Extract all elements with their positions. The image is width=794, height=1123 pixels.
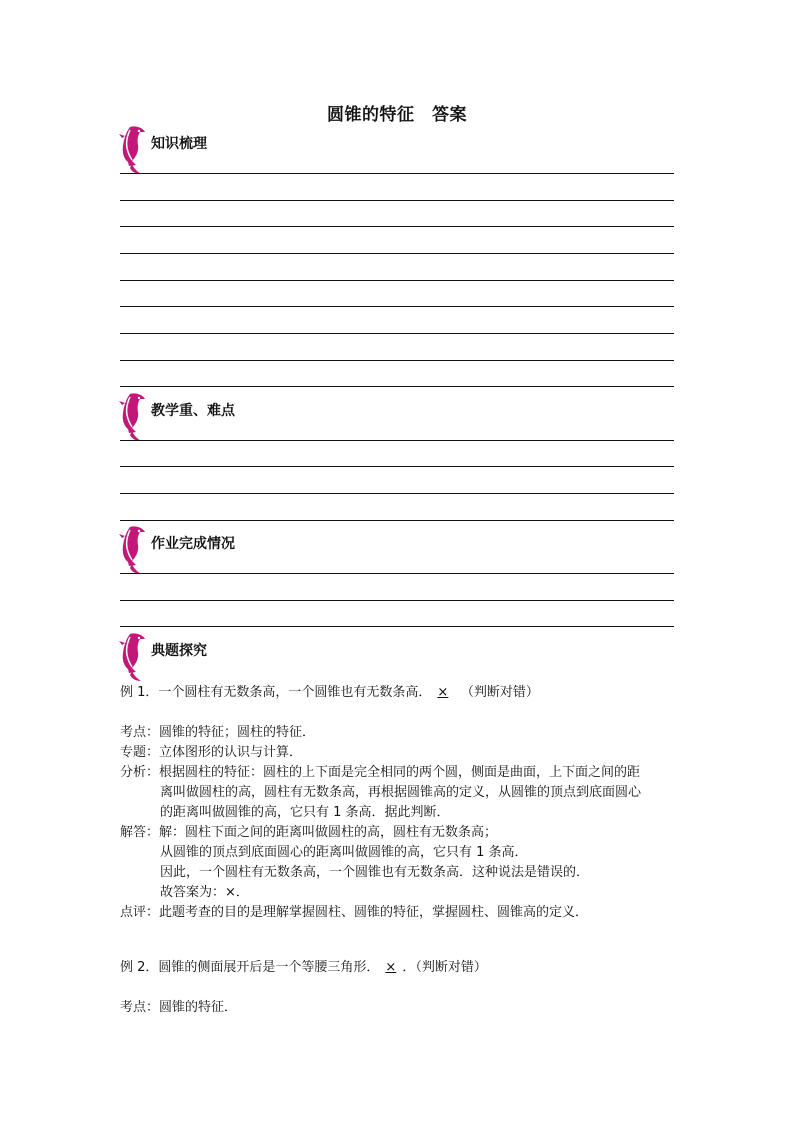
blank-line [120,306,674,307]
fenxi-label: 分析： [120,765,160,780]
example-2-question [120,958,680,978]
section-title-key-points: 教学重、难点 [151,403,235,419]
jieda-line-3 [120,863,680,883]
kaodian-line [120,998,680,1018]
blank-line [120,440,674,441]
jieda-text-2: 从圆锥的顶点到底面圆心的距离叫做圆锥的高，它只有 1 条高． [160,845,528,860]
blank-line [120,386,674,387]
answer-blank: × [385,960,397,975]
fenxi-text-1: 根据圆柱的特征：圆柱的上下面是完全相同的两个圆，侧面是曲面，上下面之间的距 [159,765,641,780]
blank-line [120,333,674,334]
fenxi-text-3: 的距离叫做圆锥的高，它只有 1 条高．据此判断． [160,805,450,820]
dolphin-icon [118,391,148,443]
kaodian-text: 圆锥的特征；圆柱的特征． [159,725,316,740]
blank-line [120,280,674,281]
example-2 [120,958,680,1018]
kaodian-text: 圆锥的特征． [159,1000,238,1015]
dianping-text: 此题考查的目的是理解掌握圆柱、圆锥的特征，掌握圆柱、圆锥高的定义． [159,905,589,920]
jieda-text-4: 故答案为：×． [160,885,249,900]
answer-blank: × [437,685,449,700]
dianping-line [120,903,680,923]
blank-line [120,493,674,494]
jieda-line-4 [120,883,680,903]
section-title-homework: 作业完成情况 [151,536,235,552]
jieda-text-3: 因此，一个圆柱有无数条高，一个圆锥也有无数条高．这种说法是错误的． [160,865,590,880]
fenxi-line-2 [120,783,680,803]
kaodian-label: 考点： [120,725,160,740]
jieda-line-2 [120,843,680,863]
zhuanti-text: 立体图形的认识与计算． [159,745,303,760]
section-examples [118,631,674,681]
fenxi-text-2: 离叫做圆柱的高，圆柱有无数条高，再根据圆锥高的定义，从圆锥的顶点到底面圆心 [160,785,642,800]
question-suffix: （判断对错） [467,685,539,700]
blank-line [120,173,674,174]
example-1 [120,683,680,923]
section-title-knowledge: 知识梳理 [151,136,207,152]
kaodian-line [120,723,680,743]
dolphin-icon [118,631,148,683]
zhuanti-line [120,743,680,763]
section-title-examples: 典题探究 [151,643,207,659]
blank-line [120,253,674,254]
dianping-label: 点评： [120,905,160,920]
section-key-points [118,391,674,441]
blank-line [120,226,674,227]
zhuanti-label: 专题： [120,745,160,760]
dolphin-icon [118,524,148,576]
blank-line [120,600,674,601]
blank-line [120,520,674,521]
blank-line [120,466,674,467]
page-title: 圆锥的特征 答案 [327,105,467,125]
section-knowledge [118,124,674,174]
fenxi-line [120,763,680,783]
blank-line [120,200,674,201]
example-1-question [120,683,680,703]
dolphin-icon [118,124,148,176]
blank-line [120,360,674,361]
section-homework [118,524,674,574]
jieda-label: 解答： [120,825,160,840]
blank-line [120,573,674,574]
fenxi-line-3 [120,803,680,823]
blank-line [120,626,674,627]
jieda-line [120,823,680,843]
jieda-text-1: 解：圆柱下面之间的距离叫做圆柱的高，圆柱有无数条高； [159,825,498,840]
question-suffix: ．（判断对错） [402,960,487,975]
question-text: 例 2．圆锥的侧面展开后是一个等腰三角形． [120,960,380,975]
question-text: 例 1．一个圆柱有无数条高，一个圆锥也有无数条高． [120,685,432,700]
kaodian-label: 考点： [120,1000,160,1015]
